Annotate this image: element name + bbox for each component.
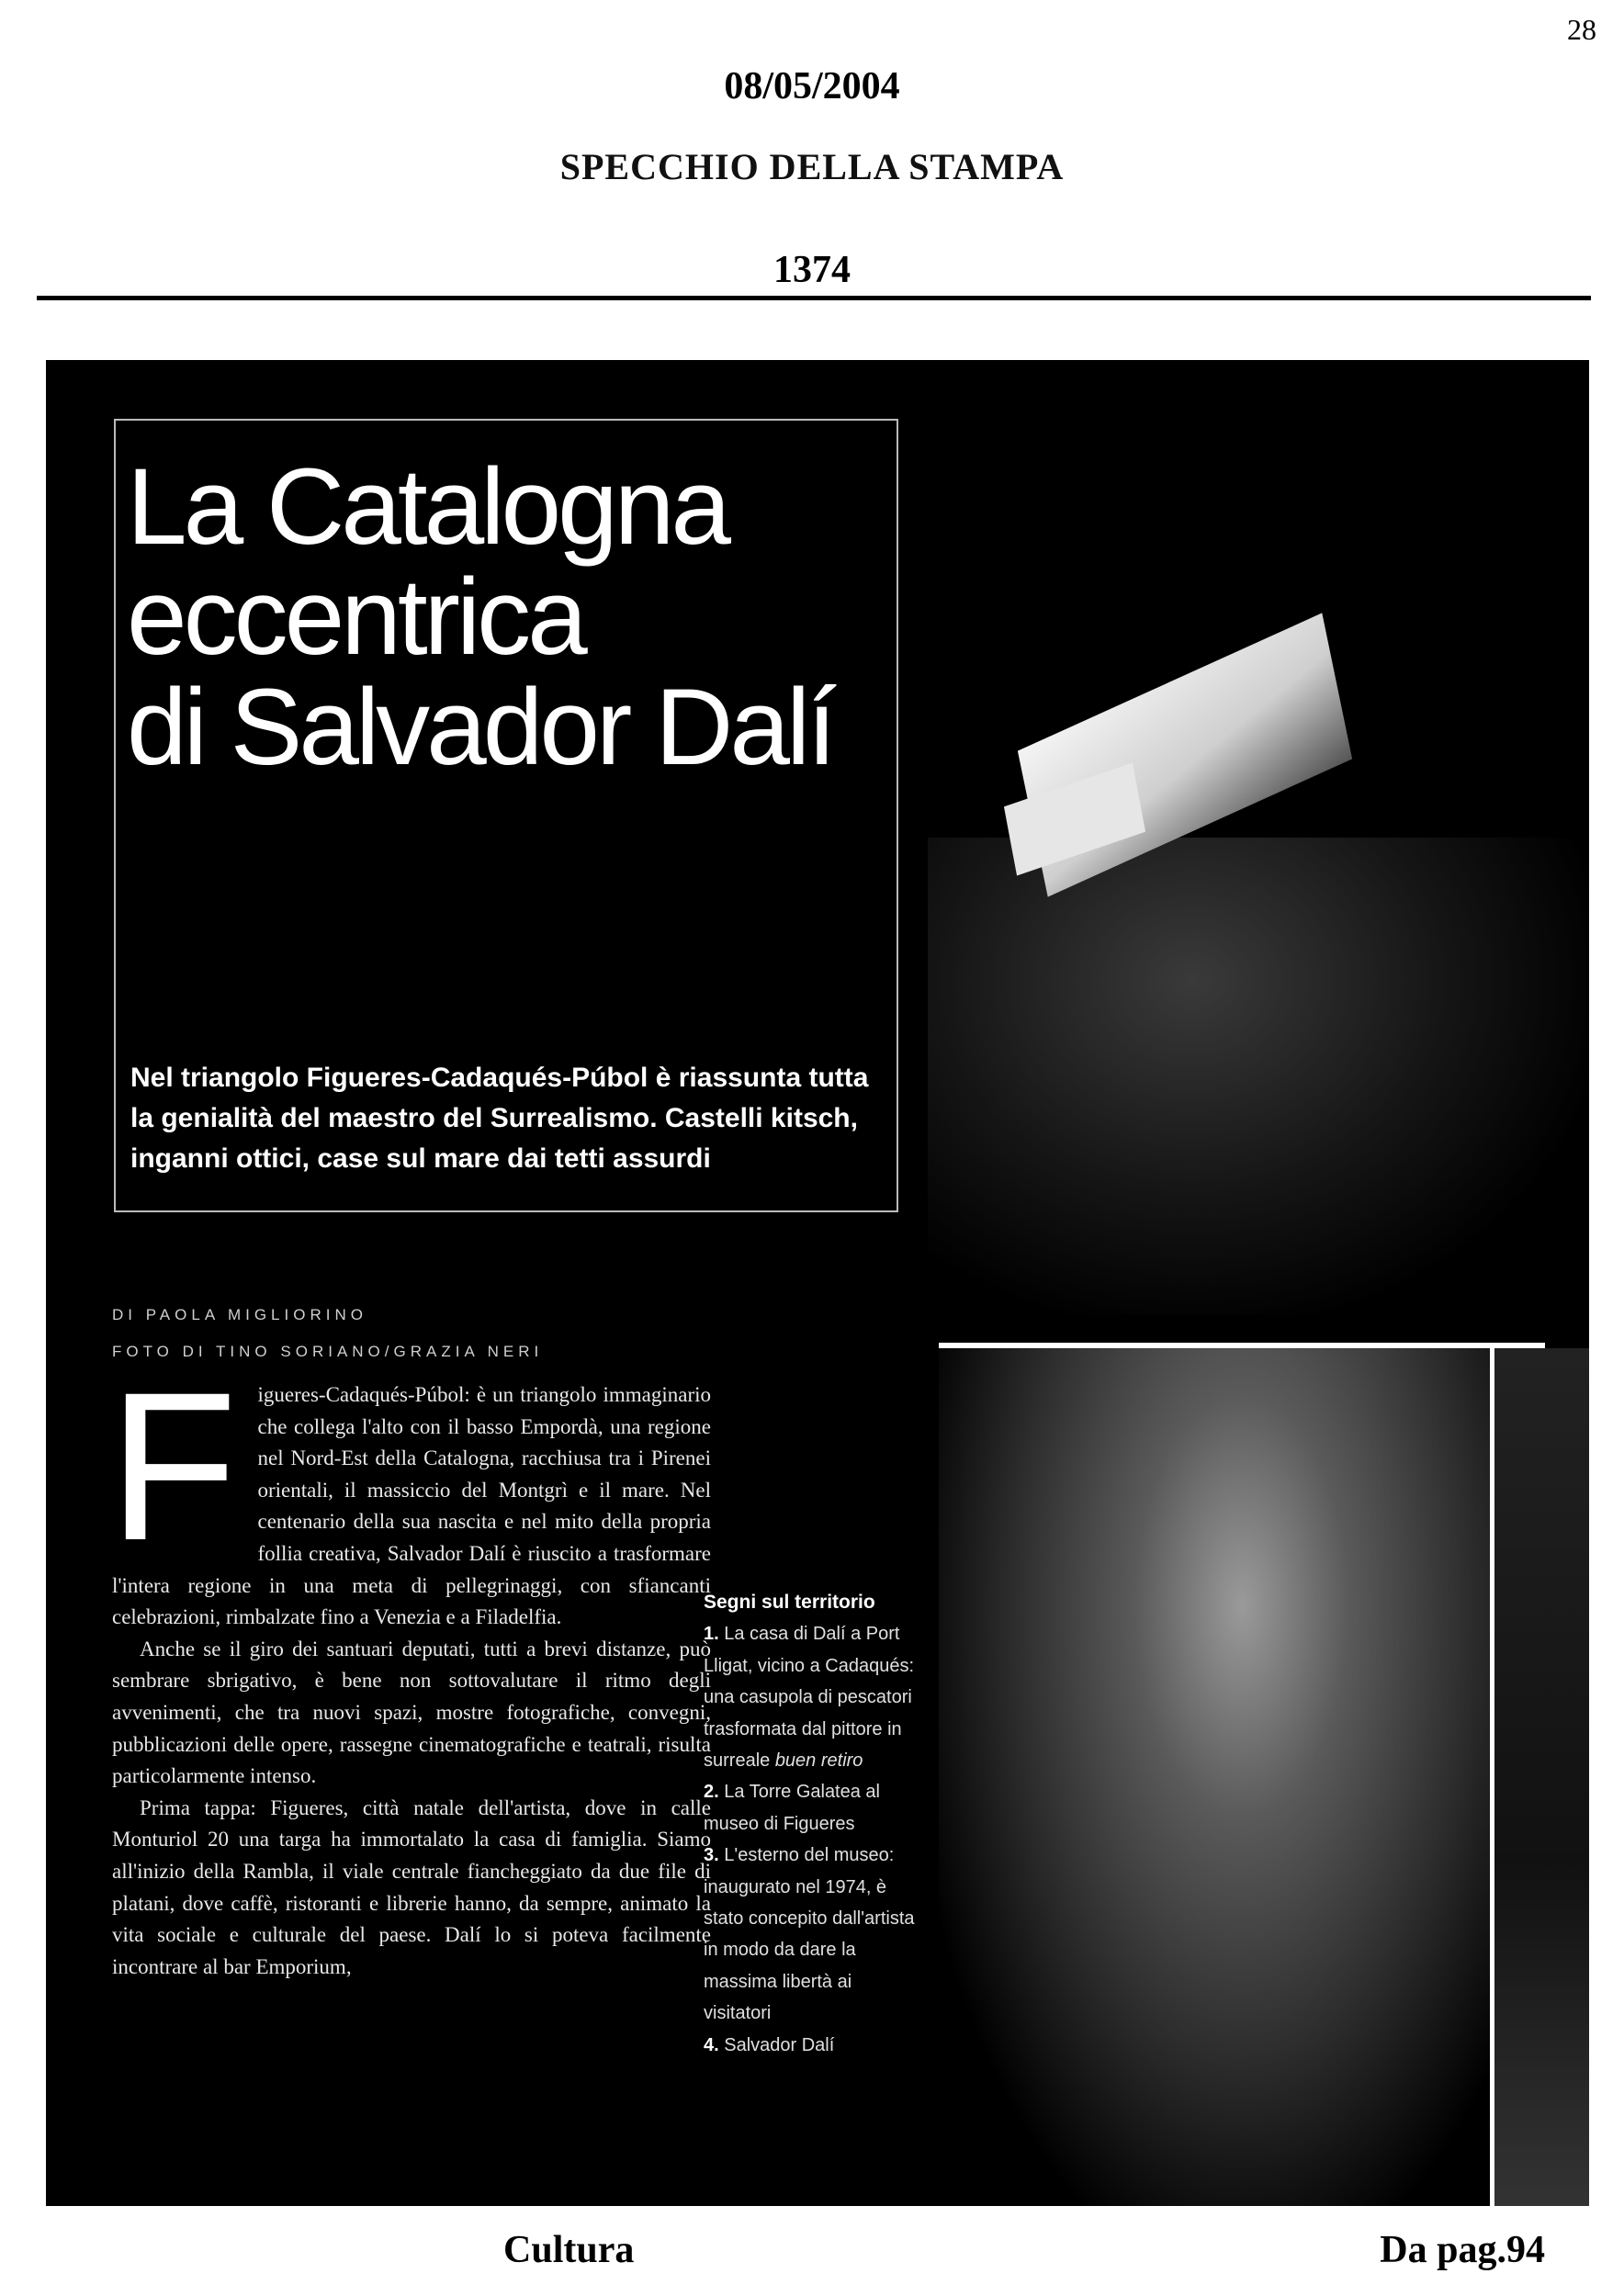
photo-captions: [704, 1587, 920, 2061]
byline-photo: FOTO DI TINO SORIANO/GRAZIA NERI: [112, 1343, 544, 1360]
paragraph: Prima tappa: Figueres, città natale dell'artista, dove in calle Monturiol 20 una targa ha immortalato la casa di famiglia. Siamo all'inizio della Rambla, il viale centrale fiancheggiato da due file di platani, dove caffè, ristoranti e librerie hanno, da sempre, animato la vita sociale e culturale del paese. Dalí lo si poteva facilmente incontrare al bar Emporium,: [112, 1795, 711, 1978]
caption-item: [704, 2030, 920, 2061]
paragraph-text: igueres-Cadaqués-Púbol: è un triangolo immaginario che collega l'alto con il basso Empordà, una regione nel Nord-Est della Catalogna, racchiusa tra i Pirenei orientali, il massiccio del Montgrì e il mare. Nel centenario della sua nascita e nel mito della propria follia creativa, Salvador Dalí è riuscito a trasformare l'intera regione in una meta di pellegrinaggi, con sfiancanti celebrazioni, rimbalzate fino a Venezia e a Filadelfia.: [112, 1383, 711, 1629]
caption-text: Salvador Dalí: [724, 2034, 835, 2055]
portrait-photo: [939, 1348, 1490, 2206]
article-deck: Nel triangolo Figueres-Cadaqués-Púbol è riassunta tutta la genialità del maestro del Surrealismo. Castelli kitsch, inganni ottici, case sul mare dai tetti assurdi: [130, 1063, 869, 1174]
headline-line: La Catalogna: [127, 446, 728, 568]
foliage-shape: [928, 838, 1589, 1315]
headline-line: eccentrica: [127, 557, 584, 678]
paragraph: Anche se il giro dei santuari deputati, tutti a brevi distanze, può sembrare sbrigativo, è bene non sottovalutare il ritmo degli avvenimenti, che tra nuovi spazi, mostre fotografiche, convegni, pubblicazioni delle opere, rassegne cinematografiche e teatrali, risulta particolarmente intenso.: [112, 1637, 711, 1788]
headline: [127, 446, 880, 788]
caption-emphasis: buen retiro: [774, 1750, 863, 1772]
publication-name: SPECCHIO DELLA STAMPA: [559, 146, 1065, 187]
side-photo: [1494, 1348, 1589, 2206]
caption-number: 4.: [704, 2034, 719, 2055]
captions-title: Segni sul territorio: [704, 1592, 875, 1613]
caption-text: La Torre Galatea al museo di Figueres: [704, 1782, 880, 1834]
clipping-date: 08/05/2004: [724, 65, 900, 107]
caption-number: 3.: [704, 1845, 719, 1866]
header-rule: [37, 296, 1591, 300]
caption-number: 2.: [704, 1782, 719, 1803]
headline-line: di Salvador Dalí: [127, 667, 833, 788]
caption-item: [704, 1618, 920, 1776]
caption-text: La casa di Dalí a Port Lligat, vicino a Cadaqués: una casupola di pescatori trasformata dal pittore in surreale: [704, 1624, 915, 1772]
house-photo: [928, 360, 1589, 1334]
source-page: Da pag.94: [1380, 2229, 1545, 2271]
caption-number: 1.: [704, 1624, 719, 1645]
article-clipping: [46, 360, 1589, 2206]
drop-cap: F: [108, 1348, 238, 1584]
section-name: Cultura: [503, 2229, 635, 2271]
page-number: 28: [1567, 13, 1596, 46]
caption-item: [704, 1776, 920, 1840]
issue-number: 1374: [773, 249, 851, 291]
byline-author: DI PAOLA MIGLIORINO: [112, 1306, 367, 1323]
caption-text: L'esterno del museo: inaugurato nel 1974, è stato concepito dall'artista in modo da dare la massima libertà ai visitatori: [704, 1845, 915, 2024]
caption-item: [704, 1840, 920, 2029]
